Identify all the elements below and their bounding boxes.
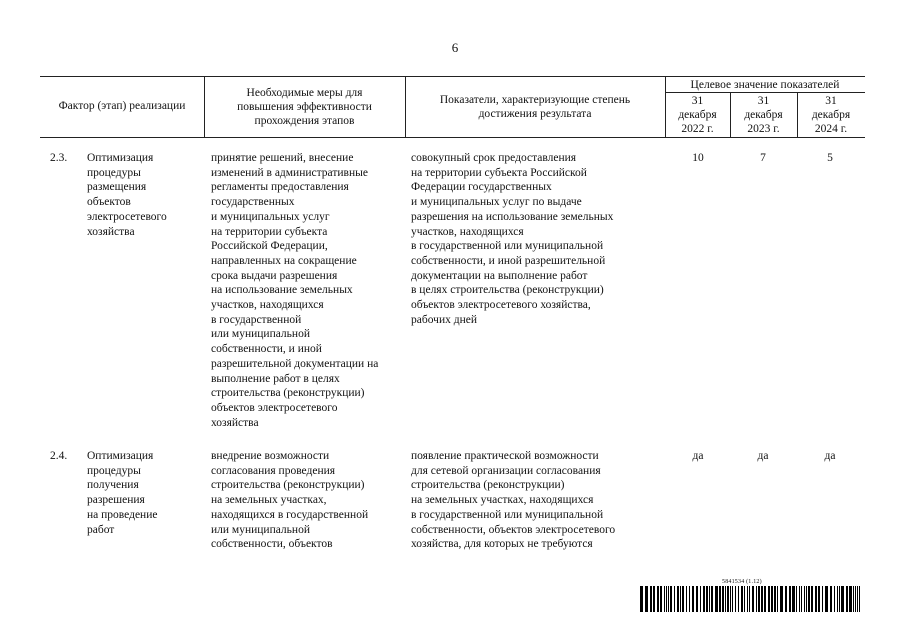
row-value-2023: да — [757, 450, 769, 462]
header-top-rule — [40, 76, 865, 77]
barcode-bar — [834, 586, 835, 612]
barcode-bar — [752, 586, 754, 612]
barcode-bar — [815, 586, 817, 612]
row-number: 2.3. — [50, 152, 68, 164]
row-measures: внедрение возможности согласования проведения строительства (реконструкции) на земельных участках, находящихся в государственной или муниципальной собственности, объектов — [211, 450, 369, 551]
barcode-bar — [696, 586, 698, 612]
barcode-bar — [725, 586, 726, 612]
barcode-bar — [855, 586, 856, 612]
barcode-bar — [650, 586, 652, 612]
barcode-bar — [747, 586, 748, 612]
barcode-bar — [768, 586, 770, 612]
header-year-2022: 31 декабря 2022 г. — [678, 95, 717, 135]
barcode-bar — [792, 586, 795, 612]
barcode-bar — [799, 586, 800, 612]
barcode-bar — [749, 586, 750, 612]
row-factor: Оптимизация процедуры размещения объектов электросетевого хозяйства — [87, 152, 167, 238]
barcode-bar — [801, 586, 802, 612]
barcode-bar — [664, 586, 665, 612]
barcode-bar — [657, 586, 659, 612]
barcode-bar — [818, 586, 820, 612]
row-value-2022: 10 — [692, 152, 704, 164]
barcode-bar — [756, 586, 757, 612]
barcode-bar — [689, 586, 690, 612]
barcode-bar — [789, 586, 791, 612]
header-year-2023: 31 декабря 2023 г. — [744, 95, 783, 135]
barcode-bar — [839, 586, 840, 612]
barcode-bar — [715, 586, 718, 612]
barcode — [640, 586, 862, 612]
barcode-bar — [692, 586, 694, 612]
header-measures: Необходимые меры для повышения эффективности прохождения этапов — [237, 87, 372, 127]
barcode-bar — [660, 586, 662, 612]
barcode-bar — [774, 586, 776, 612]
barcode-bar — [668, 586, 669, 612]
barcode-bar — [682, 586, 684, 612]
barcode-bar — [666, 586, 667, 612]
barcode-bar — [670, 586, 672, 612]
barcode-bar — [808, 586, 810, 612]
row-value-2024: 5 — [827, 152, 833, 164]
barcode-bar — [645, 586, 648, 612]
header-factor: Фактор (этап) реализации — [58, 100, 186, 112]
barcode-bar — [741, 586, 743, 612]
barcode-bar — [825, 586, 828, 612]
barcode-bar — [822, 586, 823, 612]
page-number: 6 — [451, 40, 459, 55]
barcode-bar — [686, 586, 687, 612]
row-value-2024: да — [824, 450, 836, 462]
header-indicators: Показатели, характеризующие степень достижения результата — [439, 94, 631, 120]
barcode-bar — [727, 586, 729, 612]
header-target: Целевое значение показателей — [690, 79, 840, 91]
barcode-bar — [709, 586, 710, 612]
row-indicators: появление практической возможности для сетевой организации согласования строительства (реконструкции) на земельных участках, находящихся в государственной или муниципальной собственности, объектов электросетевого хозяйства, для которых не требуются — [411, 450, 616, 551]
row-factor: Оптимизация процедуры получения разрешения на проведение работ — [87, 450, 158, 536]
barcode-bar — [640, 586, 643, 612]
barcode-bar — [764, 586, 766, 612]
barcode-bar — [785, 586, 787, 612]
barcode-bar — [761, 586, 763, 612]
barcode-bar — [830, 586, 832, 612]
barcode-bar — [846, 586, 848, 612]
barcode-bar — [735, 586, 736, 612]
row-measures: принятие решений, внесение изменений в административные регламенты предоставления государственных и муниципальных услуг на территории субъекта Российской Федерации, направленных на сокращение срока выдачи разрешения на использование земельных участков, находящихся в государственной или муниципальной собственности, и иной разрешительной документации на выполнение работ в целях строительства (реконструкции) объектов электросетевого хозяйства — [211, 152, 379, 429]
row-indicators: совокупный срок предоставления на территории субъекта Российской Федерации государственных и муниципальных услуг по выдаче разрешения на использование земельных участков, находящихся в государственной или муниципальной собственности, и иной разрешительной документации на выполнение работ в целях строительства (реконструкции) объектов электросетевого хозяйства, рабочих дней — [411, 152, 614, 326]
barcode-bar — [653, 586, 655, 612]
barcode-bar — [857, 586, 858, 612]
barcode-bar — [796, 586, 797, 612]
row-value-2022: да — [692, 450, 704, 462]
barcode-bar — [738, 586, 739, 612]
barcode-bar — [674, 586, 675, 612]
barcode-bar — [806, 586, 807, 612]
barcode-bar — [719, 586, 721, 612]
barcode-bar — [706, 586, 708, 612]
barcode-caption: 5841534 (1.12) — [722, 579, 762, 585]
barcode-bar — [804, 586, 805, 612]
barcode-bar — [744, 586, 745, 612]
barcode-bar — [700, 586, 701, 612]
barcode-bar — [732, 586, 733, 612]
barcode-bar — [853, 586, 854, 612]
barcode-bar — [859, 586, 860, 612]
barcode-bar — [758, 586, 760, 612]
header-year-2024: 31 декабря 2024 г. — [811, 95, 851, 135]
row-number: 2.4. — [50, 450, 68, 462]
target-subheader-rule — [665, 92, 865, 93]
barcode-bar — [780, 586, 783, 612]
barcode-bar — [841, 586, 844, 612]
barcode-bar — [730, 586, 731, 612]
barcode-bar — [703, 586, 705, 612]
barcode-bar — [837, 586, 838, 612]
header-bottom-rule — [40, 137, 865, 138]
row-value-2023: 7 — [760, 152, 766, 164]
barcode-bar — [722, 586, 724, 612]
barcode-bar — [680, 586, 681, 612]
barcode-bar — [677, 586, 679, 612]
barcode-bar — [777, 586, 778, 612]
barcode-bar — [771, 586, 773, 612]
barcode-bar — [711, 586, 713, 612]
barcode-bar — [811, 586, 813, 612]
barcode-bar — [849, 586, 852, 612]
